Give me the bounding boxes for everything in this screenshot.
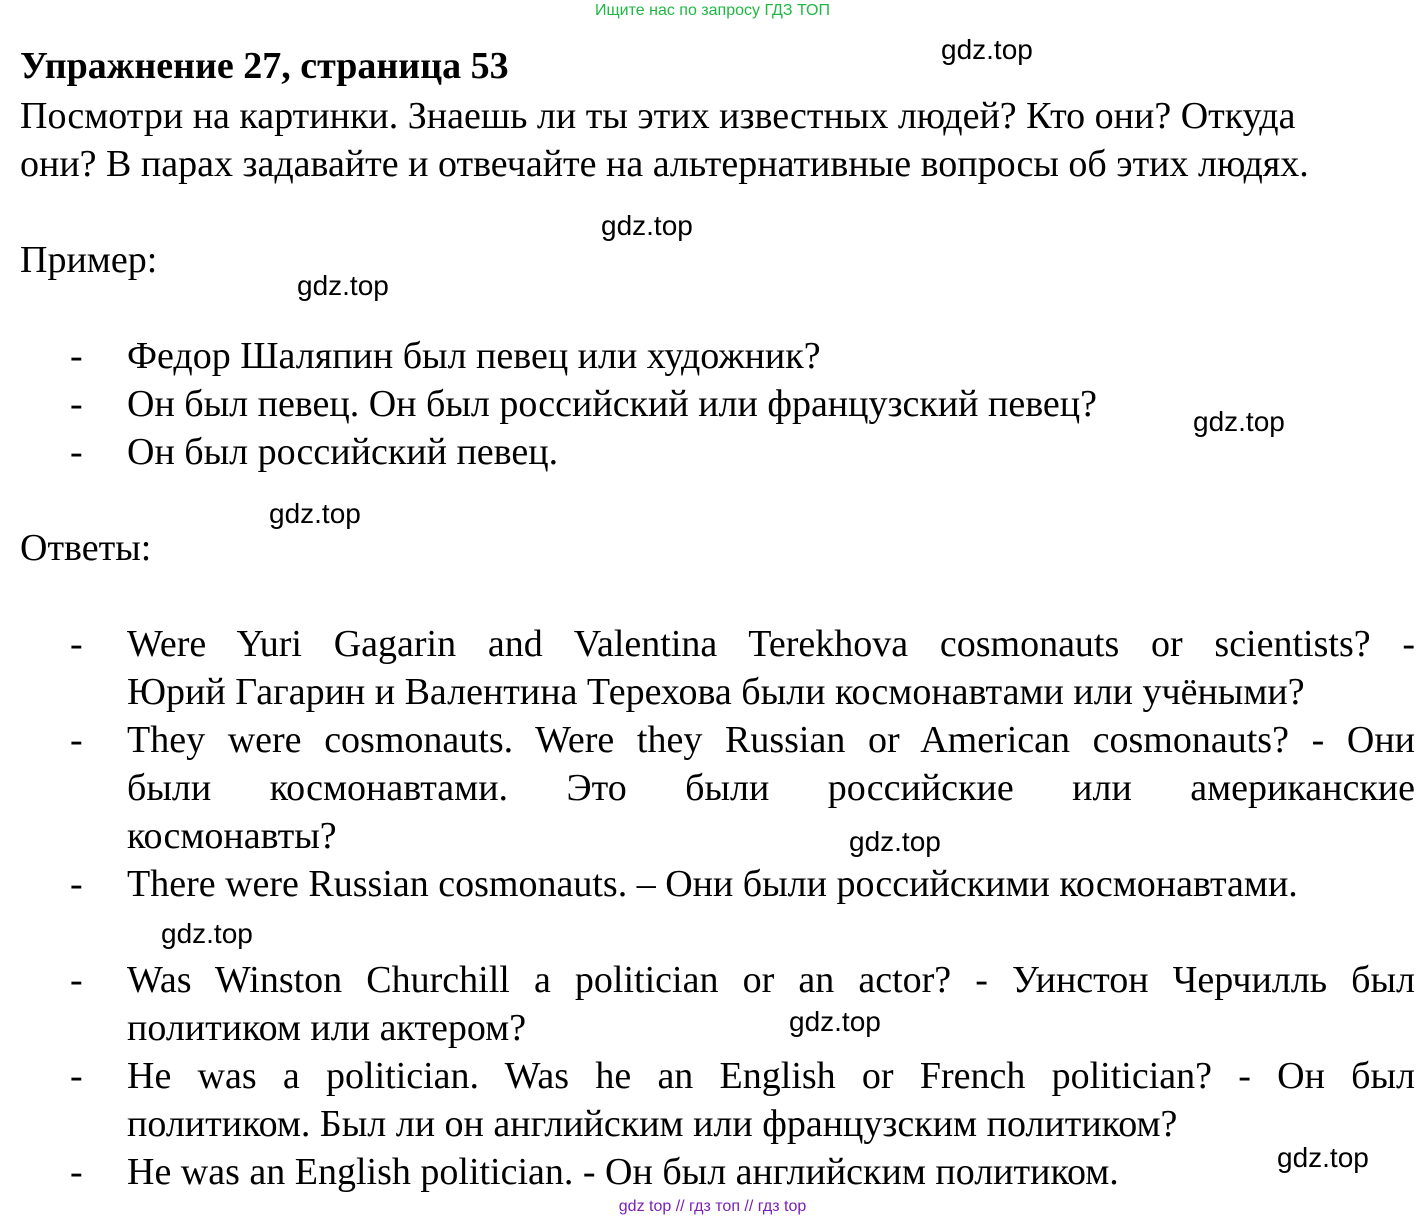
answer-line: He was an English politician. - Он был английским политиком. <box>127 1151 1119 1193</box>
list-dash: - <box>70 623 83 665</box>
answer-line: политиком. Был ли он английским или французским политиком? <box>127 1103 1178 1145</box>
answer-line: космонавты? <box>127 815 337 857</box>
watermark: gdz.top <box>1277 1142 1369 1173</box>
page-title: Упражнение 27, страница 53 <box>20 45 509 87</box>
list-dash: - <box>70 863 83 905</box>
instruction-line-1: Посмотри на картинки. Знаешь ли ты этих известных людей? Кто они? Откуда <box>20 95 1296 137</box>
watermark: gdz.top <box>789 1006 881 1037</box>
bottom-banner: gdz top // гдз топ // гдз top <box>618 1198 807 1215</box>
answer-line: He was a politician. Was he an English or French politician? - Он был <box>127 1055 1415 1097</box>
watermark: gdz.top <box>941 34 1033 65</box>
example-line: Он был певец. Он был российский или французский певец? <box>127 383 1097 425</box>
watermark: gdz.top <box>297 270 389 301</box>
watermark: gdz.top <box>1193 406 1285 437</box>
list-dash: - <box>70 335 83 377</box>
list-dash: - <box>70 959 83 1001</box>
watermark: gdz.top <box>161 918 253 949</box>
answers-label: Ответы: <box>20 527 152 569</box>
list-dash: - <box>70 719 83 761</box>
example-line: Он был российский певец. <box>127 431 559 473</box>
watermark: gdz.top <box>269 498 361 529</box>
list-dash: - <box>70 431 83 473</box>
answer-line: Was Winston Churchill a politician or an actor? - Уинстон Черчилль был <box>127 959 1415 1001</box>
answer-line: были космонавтами. Это были российские или американские <box>127 767 1415 809</box>
watermark: gdz.top <box>849 826 941 857</box>
answer-line: They were cosmonauts. Were they Russian or American cosmonauts? - Они <box>127 719 1415 761</box>
answer-line: политиком или актером? <box>127 1007 527 1049</box>
answer-line: Юрий Гагарин и Валентина Терехова были космонавтами или учёными? <box>127 671 1305 713</box>
answer-line: There were Russian cosmonauts. – Они были российскими космонавтами. <box>127 863 1298 905</box>
instruction-line-2: они? В парах задавайте и отвечайте на альтернативные вопросы об этих людях. <box>20 143 1309 185</box>
example-label: Пример: <box>20 239 158 281</box>
top-banner: Ищите нас по запросу ГДЗ ТОП <box>595 2 830 19</box>
watermark: gdz.top <box>601 210 693 241</box>
example-line: Федор Шаляпин был певец или художник? <box>127 335 821 377</box>
answer-line: Were Yuri Gagarin and Valentina Terekhova cosmonauts or scientists? - <box>127 623 1415 665</box>
list-dash: - <box>70 1055 83 1097</box>
list-dash: - <box>70 383 83 425</box>
list-dash: - <box>70 1151 83 1193</box>
